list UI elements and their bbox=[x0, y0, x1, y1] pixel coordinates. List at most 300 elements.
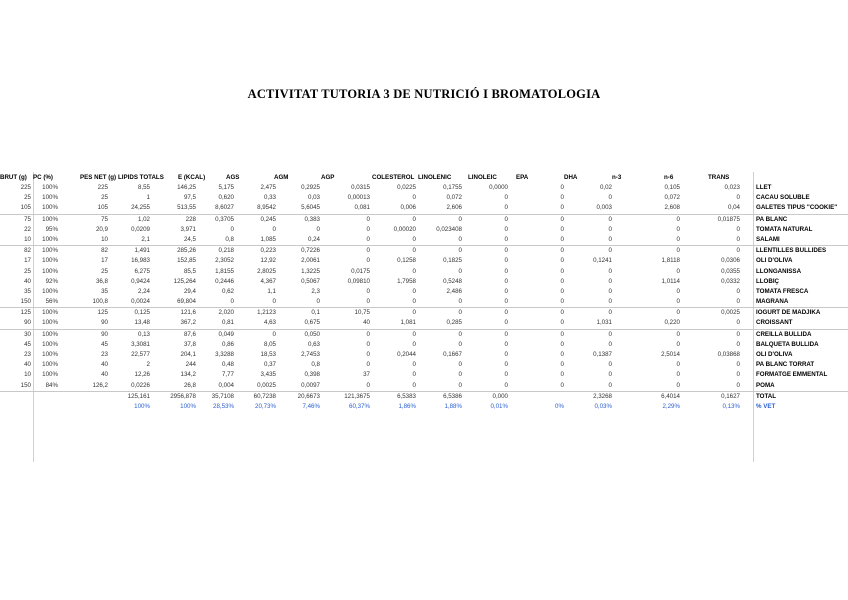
table-cell: 0 bbox=[560, 371, 564, 379]
table-cell: 0 bbox=[676, 330, 680, 338]
table-cell: 0 bbox=[504, 194, 508, 202]
table-cell: 0 bbox=[736, 371, 740, 379]
table-row bbox=[0, 329, 848, 340]
table-cell: 8,55 bbox=[137, 184, 150, 191]
table-cell: 0 bbox=[676, 371, 680, 379]
column-header: COLESTEROL bbox=[372, 174, 415, 181]
table-cell: 0,2044 bbox=[397, 351, 416, 358]
table-cell: 0,37 bbox=[263, 361, 276, 369]
column-header: BRUT (g) bbox=[0, 174, 27, 181]
table-cell: 100% bbox=[42, 330, 58, 338]
table-cell: 2,3052 bbox=[215, 257, 234, 265]
table-cell: 0,1258 bbox=[397, 257, 416, 265]
table-cell: 2,475 bbox=[260, 184, 276, 191]
table-cell: 0 bbox=[504, 225, 508, 233]
food-label: FORMATGE EMMENTAL bbox=[756, 371, 828, 379]
table-row bbox=[0, 256, 848, 266]
table-cell: 0 bbox=[458, 309, 462, 317]
table-cell: 3,3081 bbox=[131, 340, 150, 348]
table-cell: 0 bbox=[608, 330, 612, 338]
table-cell: 0 bbox=[504, 319, 508, 327]
table-cell: 0 bbox=[366, 287, 370, 295]
table-cell: 0 bbox=[736, 330, 740, 338]
table-cell: 1,0114 bbox=[661, 277, 680, 285]
table-cell: 0 bbox=[412, 340, 416, 348]
table-cell: 0 bbox=[230, 225, 234, 233]
table-cell: 0,620 bbox=[218, 194, 234, 202]
table-cell: 0 bbox=[608, 277, 612, 285]
table-cell: 0 bbox=[676, 309, 680, 317]
table-row bbox=[0, 402, 848, 412]
table-cell: 0,9424 bbox=[131, 277, 150, 285]
table-cell: 0,24 bbox=[307, 235, 320, 243]
table-cell: 0 bbox=[504, 351, 508, 358]
table-cell: 0 bbox=[560, 319, 564, 327]
table-cell: 0 bbox=[458, 381, 462, 389]
table-cell: 0,8 bbox=[311, 361, 320, 369]
table-cell: 23 bbox=[24, 351, 31, 358]
table-row bbox=[0, 318, 848, 328]
table-row bbox=[0, 307, 848, 318]
table-cell: 0,0332 bbox=[721, 277, 740, 285]
table-cell: 0 bbox=[504, 215, 508, 223]
table-cell: 0,86 bbox=[221, 340, 234, 348]
table-cell: 0 bbox=[676, 225, 680, 233]
table-row bbox=[0, 267, 848, 277]
table-cell: 87,6 bbox=[183, 330, 196, 338]
table-cell: 0,245 bbox=[260, 215, 276, 223]
table-cell: 0 bbox=[560, 309, 564, 317]
column-header: n-3 bbox=[612, 174, 622, 181]
table-cell: 0 bbox=[608, 235, 612, 243]
table-row bbox=[0, 245, 848, 256]
table-cell: 24,5 bbox=[183, 235, 196, 243]
table-cell: 100% bbox=[42, 267, 58, 275]
table-cell: 0 bbox=[560, 287, 564, 295]
table-cell: 10,75 bbox=[354, 309, 370, 317]
food-label: LLET bbox=[756, 184, 772, 191]
table-cell: 0 bbox=[504, 298, 508, 306]
table-cell: 0 bbox=[676, 361, 680, 369]
column-header: TRANS bbox=[708, 174, 730, 181]
table-cell: 0 bbox=[412, 194, 416, 202]
table-cell: 25 bbox=[101, 267, 108, 275]
table-cell: 0,3705 bbox=[215, 215, 234, 223]
table-row bbox=[0, 225, 848, 235]
table-cell: 37,8 bbox=[183, 340, 196, 348]
table-cell: 0 bbox=[736, 298, 740, 306]
table-cell: 40 bbox=[101, 371, 108, 379]
table-cell: 0,003 bbox=[596, 204, 612, 212]
table-cell: 126,2 bbox=[92, 381, 108, 389]
table-cell: 1,2123 bbox=[257, 309, 276, 317]
table-cell: 0% bbox=[555, 402, 564, 410]
table-cell: 100% bbox=[42, 184, 58, 191]
table-cell: 125 bbox=[20, 309, 31, 317]
table-cell: 6,4014 bbox=[661, 392, 680, 400]
document-title: ACTIVITAT TUTORIA 3 DE NUTRICIÓ I BROMATOLOGIA bbox=[247, 87, 601, 101]
table-cell: 0 bbox=[366, 330, 370, 338]
table-cell: 0,03868 bbox=[717, 351, 740, 358]
table-cell: 228 bbox=[185, 215, 196, 223]
table-cell: 150 bbox=[20, 381, 31, 389]
table-cell: 5,6045 bbox=[301, 204, 320, 212]
table-cell: 0 bbox=[272, 225, 276, 233]
food-label: CROISSANT bbox=[756, 319, 793, 327]
table-cell: 0 bbox=[272, 330, 276, 338]
table-cell: 150 bbox=[20, 298, 31, 306]
table-cell: 0 bbox=[458, 215, 462, 223]
table-cell: 0,0097 bbox=[301, 381, 320, 389]
table-cell: 100% bbox=[42, 247, 58, 255]
table-cell: 1,8118 bbox=[661, 257, 680, 265]
table-cell: 100,8 bbox=[92, 298, 108, 306]
table-cell: 1,031 bbox=[596, 319, 612, 327]
table-cell: 0,0000 bbox=[489, 184, 508, 191]
table-cell: 1,88% bbox=[444, 402, 462, 410]
table-cell: 25 bbox=[24, 267, 31, 275]
table-cell: 0 bbox=[560, 381, 564, 389]
table-cell: 17 bbox=[24, 257, 31, 265]
table-cell: 0 bbox=[412, 309, 416, 317]
table-cell: 10 bbox=[24, 371, 31, 379]
table-cell: 0 bbox=[608, 361, 612, 369]
table-cell: 2,020 bbox=[218, 309, 234, 317]
table-cell: 5,175 bbox=[218, 184, 234, 191]
table-cell: 56% bbox=[45, 298, 58, 306]
table-cell: 0 bbox=[366, 361, 370, 369]
table-cell: 0 bbox=[736, 319, 740, 327]
table-cell: 8,9542 bbox=[257, 204, 276, 212]
table-cell: 0 bbox=[366, 225, 370, 233]
table-cell: 2,3 bbox=[311, 287, 320, 295]
table-cell: 0 bbox=[366, 215, 370, 223]
table-cell: 22 bbox=[24, 225, 31, 233]
table-cell: 95% bbox=[45, 225, 58, 233]
table-cell: 3,971 bbox=[180, 225, 196, 233]
table-cell: 0 bbox=[736, 287, 740, 295]
table-cell: 0 bbox=[458, 330, 462, 338]
table-cell: 0 bbox=[366, 247, 370, 255]
table-cell: 2,24 bbox=[137, 287, 150, 295]
table-cell: 35 bbox=[101, 287, 108, 295]
table-cell: 513,55 bbox=[177, 204, 196, 212]
table-cell: 0,5067 bbox=[301, 277, 320, 285]
table-cell: 7,77 bbox=[221, 371, 234, 379]
column-header: LINOLEIC bbox=[468, 174, 497, 181]
table-row bbox=[0, 297, 848, 307]
table-cell: 40 bbox=[363, 319, 370, 327]
table-cell: 121,6 bbox=[180, 309, 196, 317]
table-cell: 0,023408 bbox=[436, 225, 462, 233]
table-cell: 1,1 bbox=[267, 287, 276, 295]
table-cell: 4,367 bbox=[260, 277, 276, 285]
table-row bbox=[0, 381, 848, 391]
table-cell: 0 bbox=[676, 235, 680, 243]
table-cell: 225 bbox=[20, 184, 31, 191]
table-cell: 0,1667 bbox=[443, 351, 462, 358]
table-cell: 0 bbox=[504, 247, 508, 255]
table-cell: 0,006 bbox=[400, 204, 416, 212]
table-cell: 0 bbox=[458, 298, 462, 306]
table-cell: 0 bbox=[560, 204, 564, 212]
table-cell: 0 bbox=[504, 235, 508, 243]
food-label: OLI D'OLIVA bbox=[756, 257, 793, 265]
table-cell: 0,01% bbox=[490, 402, 508, 410]
table-cell: 22,577 bbox=[131, 351, 150, 358]
table-cell: 100% bbox=[42, 235, 58, 243]
food-label: LLONGANISSA bbox=[756, 267, 802, 275]
table-cell: 1 bbox=[146, 194, 150, 202]
table-cell: 2,5014 bbox=[661, 351, 680, 358]
table-cell: 100% bbox=[42, 215, 58, 223]
table-cell: 40 bbox=[101, 361, 108, 369]
food-label: MAGRANA bbox=[756, 298, 789, 306]
table-cell: 2,8025 bbox=[257, 267, 276, 275]
table-cell: 37 bbox=[363, 371, 370, 379]
table-cell: 0 bbox=[560, 351, 564, 358]
table-cell: 23 bbox=[101, 351, 108, 358]
table-cell: 0,00020 bbox=[393, 225, 416, 233]
table-cell: 0 bbox=[736, 361, 740, 369]
table-cell: 0 bbox=[504, 287, 508, 295]
table-cell: 2 bbox=[146, 361, 150, 369]
table-cell: 0 bbox=[458, 247, 462, 255]
table-cell: 100% bbox=[180, 402, 196, 410]
table-cell: 105 bbox=[20, 204, 31, 212]
table-cell: 204,1 bbox=[180, 351, 196, 358]
table-cell: 0,09810 bbox=[347, 277, 370, 285]
table-cell: 60,7238 bbox=[253, 392, 276, 400]
table-cell: 7,46% bbox=[302, 402, 320, 410]
table-cell: 285,26 bbox=[177, 247, 196, 255]
table-cell: 28,53% bbox=[213, 402, 234, 410]
table-row bbox=[0, 203, 848, 213]
table-cell: 0,0306 bbox=[721, 257, 740, 265]
table-cell: 20,6673 bbox=[297, 392, 320, 400]
table-cell: 0 bbox=[366, 235, 370, 243]
table-cell: 85,5 bbox=[183, 267, 196, 275]
table-cell: 0 bbox=[458, 235, 462, 243]
table-cell: 3,3288 bbox=[215, 351, 234, 358]
table-cell: 0,13% bbox=[722, 402, 740, 410]
table-cell: 0,2925 bbox=[301, 184, 320, 191]
column-header: LINOLENIC bbox=[418, 174, 452, 181]
table-cell: 100% bbox=[42, 340, 58, 348]
table-cell: 0,5248 bbox=[443, 277, 462, 285]
table-cell: 0 bbox=[676, 298, 680, 306]
table-cell: 146,25 bbox=[177, 184, 196, 191]
table-cell: 100% bbox=[42, 319, 58, 327]
table-cell: 0,8 bbox=[225, 235, 234, 243]
table-cell: 25 bbox=[101, 194, 108, 202]
table-cell: 0 bbox=[608, 247, 612, 255]
table-cell: 0,63 bbox=[307, 340, 320, 348]
table-cell: 0,049 bbox=[218, 330, 234, 338]
table-row bbox=[0, 183, 848, 193]
food-label: CREILLA BULLIDA bbox=[756, 330, 812, 338]
table-cell: 0 bbox=[412, 371, 416, 379]
table-cell: 6,275 bbox=[134, 267, 150, 275]
table-cell: 0,0355 bbox=[721, 267, 740, 275]
table-cell: 0 bbox=[608, 215, 612, 223]
table-cell: 0,1241 bbox=[593, 257, 612, 265]
table-cell: 0,1825 bbox=[443, 257, 462, 265]
table-cell: 6,5386 bbox=[443, 392, 462, 400]
table-cell: 0 bbox=[412, 298, 416, 306]
table-cell: 0 bbox=[458, 371, 462, 379]
table-cell: 2,486 bbox=[446, 287, 462, 295]
table-cell: 45 bbox=[24, 340, 31, 348]
table-cell: 0 bbox=[366, 257, 370, 265]
table-cell: 125,264 bbox=[173, 277, 196, 285]
table-cell: 0 bbox=[608, 225, 612, 233]
food-label: POMA bbox=[756, 381, 775, 389]
table-cell: 100% bbox=[42, 361, 58, 369]
table-cell: 0,1755 bbox=[443, 184, 462, 191]
table-cell: 0 bbox=[504, 309, 508, 317]
table-cell: 1,085 bbox=[260, 235, 276, 243]
column-header: E (KCAL) bbox=[178, 174, 206, 181]
table-cell: 0 bbox=[412, 267, 416, 275]
column-header: PES NET (g) bbox=[80, 174, 117, 181]
table-cell: 100% bbox=[42, 371, 58, 379]
table-cell: 0 bbox=[504, 267, 508, 275]
table-cell: 8,6027 bbox=[215, 204, 234, 212]
table-cell: 0,1 bbox=[311, 309, 320, 317]
table-cell: 8,05 bbox=[263, 340, 276, 348]
table-row bbox=[0, 193, 848, 203]
column-header: EPA bbox=[516, 174, 529, 181]
table-cell: 0 bbox=[676, 340, 680, 348]
table-cell: 0,0025 bbox=[257, 381, 276, 389]
table-cell: 0 bbox=[676, 247, 680, 255]
table-cell: 0,675 bbox=[304, 319, 320, 327]
table-cell: 0 bbox=[412, 287, 416, 295]
table-cell: 60,37% bbox=[349, 402, 370, 410]
table-header-row bbox=[0, 172, 848, 183]
table-cell: 40 bbox=[24, 361, 31, 369]
table-cell: 30 bbox=[24, 330, 31, 338]
table-cell: 75 bbox=[24, 215, 31, 223]
table-cell: 0,072 bbox=[664, 194, 680, 202]
table-cell: 0 bbox=[560, 340, 564, 348]
table-cell: 0 bbox=[504, 277, 508, 285]
food-label: GALETES TIPUS "COOKIE" bbox=[756, 204, 838, 212]
table-cell: 20,73% bbox=[255, 402, 276, 410]
table-cell: 0,04 bbox=[727, 204, 740, 212]
table-cell: 40 bbox=[24, 277, 31, 285]
table-cell: 1,02 bbox=[137, 215, 150, 223]
food-label: BALQUETA BULLIDA bbox=[756, 340, 819, 348]
table-cell: 134,2 bbox=[180, 371, 196, 379]
table-row bbox=[0, 235, 848, 245]
table-cell: 45 bbox=[101, 340, 108, 348]
table-row bbox=[0, 277, 848, 287]
table-cell: 0,0226 bbox=[131, 381, 150, 389]
table-cell: 2,29% bbox=[662, 402, 680, 410]
table-cell: 0,48 bbox=[221, 361, 234, 369]
table-cell: 0 bbox=[676, 381, 680, 389]
table-cell: 0 bbox=[736, 381, 740, 389]
table-cell: 2,1 bbox=[141, 235, 150, 243]
table-cell: 0 bbox=[560, 184, 564, 191]
table-cell: 0 bbox=[504, 204, 508, 212]
table-cell: 82 bbox=[24, 247, 31, 255]
nutrition-table bbox=[0, 172, 848, 412]
table-cell: 90 bbox=[24, 319, 31, 327]
table-cell: 0 bbox=[676, 267, 680, 275]
table-cell: 90 bbox=[101, 319, 108, 327]
table-cell: 3,435 bbox=[260, 371, 276, 379]
table-cell: 0,2446 bbox=[215, 277, 234, 285]
table-cell: 0 bbox=[560, 298, 564, 306]
table-cell: 16,983 bbox=[131, 257, 150, 265]
table-cell: 0 bbox=[316, 298, 320, 306]
table-cell: 0 bbox=[412, 247, 416, 255]
food-label: % VET bbox=[756, 402, 776, 410]
table-cell: 0 bbox=[458, 361, 462, 369]
food-label: LLENTILLES BULLIDES bbox=[756, 247, 827, 255]
table-cell: 0 bbox=[560, 361, 564, 369]
table-cell: 121,3675 bbox=[344, 392, 370, 400]
table-cell: 0,0225 bbox=[397, 184, 416, 191]
food-label: CACAU SOLUBLE bbox=[756, 194, 810, 202]
food-label: SALAMI bbox=[756, 235, 780, 243]
table-cell: 92% bbox=[45, 277, 58, 285]
column-header: DHA bbox=[564, 174, 578, 181]
table-cell: 1,86% bbox=[398, 402, 416, 410]
table-cell: 17 bbox=[101, 257, 108, 265]
table-cell: 84% bbox=[45, 381, 58, 389]
table-cell: 26,8 bbox=[183, 381, 196, 389]
table-row bbox=[0, 214, 848, 225]
column-header: AGP bbox=[321, 174, 335, 181]
table-cell: 2,608 bbox=[664, 204, 680, 212]
table-cell: 0,1387 bbox=[593, 351, 612, 358]
table-cell: 0,081 bbox=[354, 204, 370, 212]
table-cell: 0 bbox=[608, 287, 612, 295]
table-cell: 0 bbox=[412, 381, 416, 389]
table-cell: 13,48 bbox=[134, 319, 150, 327]
table-cell: 0,03% bbox=[594, 402, 612, 410]
food-label: IOGURT DE MADJIKA bbox=[756, 309, 821, 317]
table-cell: 0 bbox=[560, 257, 564, 265]
table-cell: 0 bbox=[608, 194, 612, 202]
table-cell: 75 bbox=[101, 215, 108, 223]
table-cell: 0 bbox=[560, 330, 564, 338]
table-cell: 1,081 bbox=[400, 319, 416, 327]
table-cell: 0 bbox=[608, 267, 612, 275]
table-cell: 0,223 bbox=[260, 247, 276, 255]
table-cell: 0 bbox=[412, 361, 416, 369]
table-cell: 0 bbox=[736, 235, 740, 243]
table-cell: 0,13 bbox=[137, 330, 150, 338]
table-cell: 0,000 bbox=[492, 392, 508, 400]
table-cell: 0 bbox=[608, 298, 612, 306]
table-cell: 105 bbox=[97, 204, 108, 212]
table-cell: 0 bbox=[560, 235, 564, 243]
table-cell: 0,02 bbox=[599, 184, 612, 191]
food-label: TOTAL bbox=[756, 392, 777, 400]
table-cell: 1,3225 bbox=[301, 267, 320, 275]
table-cell: 0 bbox=[366, 340, 370, 348]
table-cell: 10 bbox=[101, 235, 108, 243]
table-cell: 0,023 bbox=[724, 184, 740, 191]
table-cell: 0,0175 bbox=[351, 267, 370, 275]
column-header: LIPIDS TOTALS bbox=[118, 174, 164, 181]
table-cell: 0,050 bbox=[304, 330, 320, 338]
